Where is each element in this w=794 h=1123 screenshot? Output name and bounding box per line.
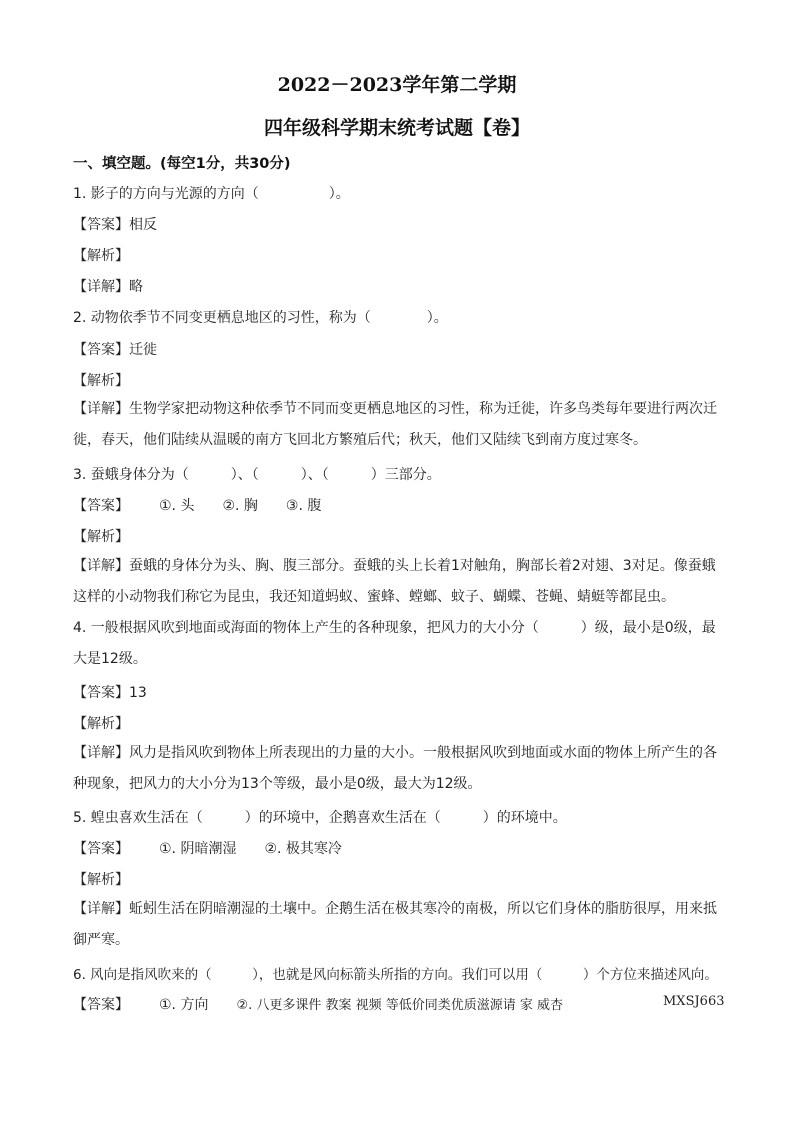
document-code: MXSJ663 — [663, 994, 725, 1009]
detail-label: 【详解】 — [73, 279, 129, 295]
exam-subject-title: 四年级科学期末统考试题【卷】 — [263, 117, 530, 139]
question-6-answer-item-1: ①. 方向 — [159, 997, 209, 1013]
question-1-answer: 相反 — [129, 217, 157, 233]
question-6-answer-row — [73, 994, 591, 1014]
question-3-text: 3. 蚕蛾身体分为（ ）、（ ）、（ ）三部分。 — [73, 467, 441, 483]
exam-year-title: 2022－2023学年第二学期 — [277, 74, 517, 96]
answer-label: 【答案】 — [73, 841, 129, 857]
answer-label: 【答案】 — [73, 498, 129, 514]
question-4-text: 4. 一般根据风吹到地面或海面的物体上产生的各种现象，把风力的大小分（ ）级，最小是0级，最大是12级。 — [73, 620, 716, 667]
question-3-analysis-label: 【解析】 — [73, 529, 129, 545]
question-2-detail: 生物学家把动物这种依季节不同而变更栖息地区的习性，称为迁徙，许多鸟类每年要进行两次迁徙，春天，他们陆续从温暖的南方飞回北方繁殖后代；秋天，他们又陆续飞到南方度过寒冬。 — [73, 401, 717, 448]
question-2-answer: 迁徙 — [129, 342, 157, 358]
question-3-answer-item-3: ③. 腹 — [285, 498, 322, 514]
question-5-text: 5. 蝗虫喜欢生活在（ ）的环境中，企鹅喜欢生活在（ ）的环境中。 — [73, 810, 567, 826]
question-4-detail: 风力是指风吹到物体上所表现出的力量的大小。一般根据风吹到地面或水面的物体上所产生的各种现象，把风力的大小分为13个等级，最小是0级，最大为12级。 — [73, 745, 717, 792]
answer-label: 【答案】 — [73, 217, 129, 233]
question-1-answer-row — [73, 214, 157, 234]
question-3-detail: 蚕蛾的身体分为头、胸、腹三部分。蚕蛾的头上长着1对触角，胸部长着2对翅、3对足。像蚕蛾这样的小动物我们称它为昆虫，我还知道蚂蚁、蜜蜂、螳螂、蚊子、蝴蝶、苍蝇、蜻蜓等都昆虫。 — [73, 558, 716, 605]
question-4-analysis-label: 【解析】 — [73, 716, 129, 732]
question-5-detail: 蚯蚓生活在阴暗潮湿的土壤中。企鹅生活在极其寒冷的南极，所以它们身体的脂肪很厚，用来抵御严寒。 — [73, 901, 717, 948]
question-3-detail-row — [73, 551, 725, 613]
question-5-answer-item-1: ①. 阴暗潮湿 — [159, 841, 237, 857]
question-1-detail-row — [73, 276, 143, 296]
answer-label: 【答案】 — [73, 997, 129, 1013]
question-3-answer-item-2: ②. 胸 — [222, 498, 258, 514]
detail-label: 【详解】 — [73, 901, 129, 917]
question-3-answer-item-1: ①. 头 — [159, 498, 195, 514]
question-6-answer-item-2: ②. 八更多课件 教案 视频 等低价同类优质滋源请 家 威杏 — [236, 998, 564, 1013]
answer-label: 【答案】 — [73, 685, 129, 701]
question-4-detail-row — [73, 738, 725, 800]
question-2-detail-row — [73, 394, 725, 456]
question-2-answer-row — [73, 339, 157, 359]
question-6-text: 6. 风向是指风吹来的（ ），也就是风向标箭头所指的方向。我们可以用（ ）个方位来描述风向。 — [73, 967, 718, 983]
question-5-detail-row — [73, 894, 725, 956]
question-1-analysis-label: 【解析】 — [73, 248, 129, 264]
question-4-answer-row — [73, 682, 147, 702]
detail-label: 【详解】 — [73, 401, 129, 417]
question-2-text: 2. 动物依季节不同变更栖息地区的习性，称为（ ）。 — [73, 310, 448, 326]
question-5-analysis-label: 【解析】 — [73, 872, 129, 888]
question-3-answer-row — [73, 495, 349, 515]
detail-label: 【详解】 — [73, 558, 129, 574]
question-4-answer: 13 — [129, 685, 147, 701]
question-5-answer-item-2: ②. 极其寒冷 — [264, 841, 342, 857]
answer-label: 【答案】 — [73, 342, 129, 358]
detail-label: 【详解】 — [73, 745, 129, 761]
question-1-text: 1. 影子的方向与光源的方向（ ）。 — [73, 186, 350, 202]
question-2-analysis-label: 【解析】 — [73, 373, 129, 389]
question-5-answer-row — [73, 838, 370, 858]
section-heading: 一、填空题。(每空1分，共30分) — [73, 156, 291, 172]
question-1-detail: 略 — [129, 279, 143, 295]
